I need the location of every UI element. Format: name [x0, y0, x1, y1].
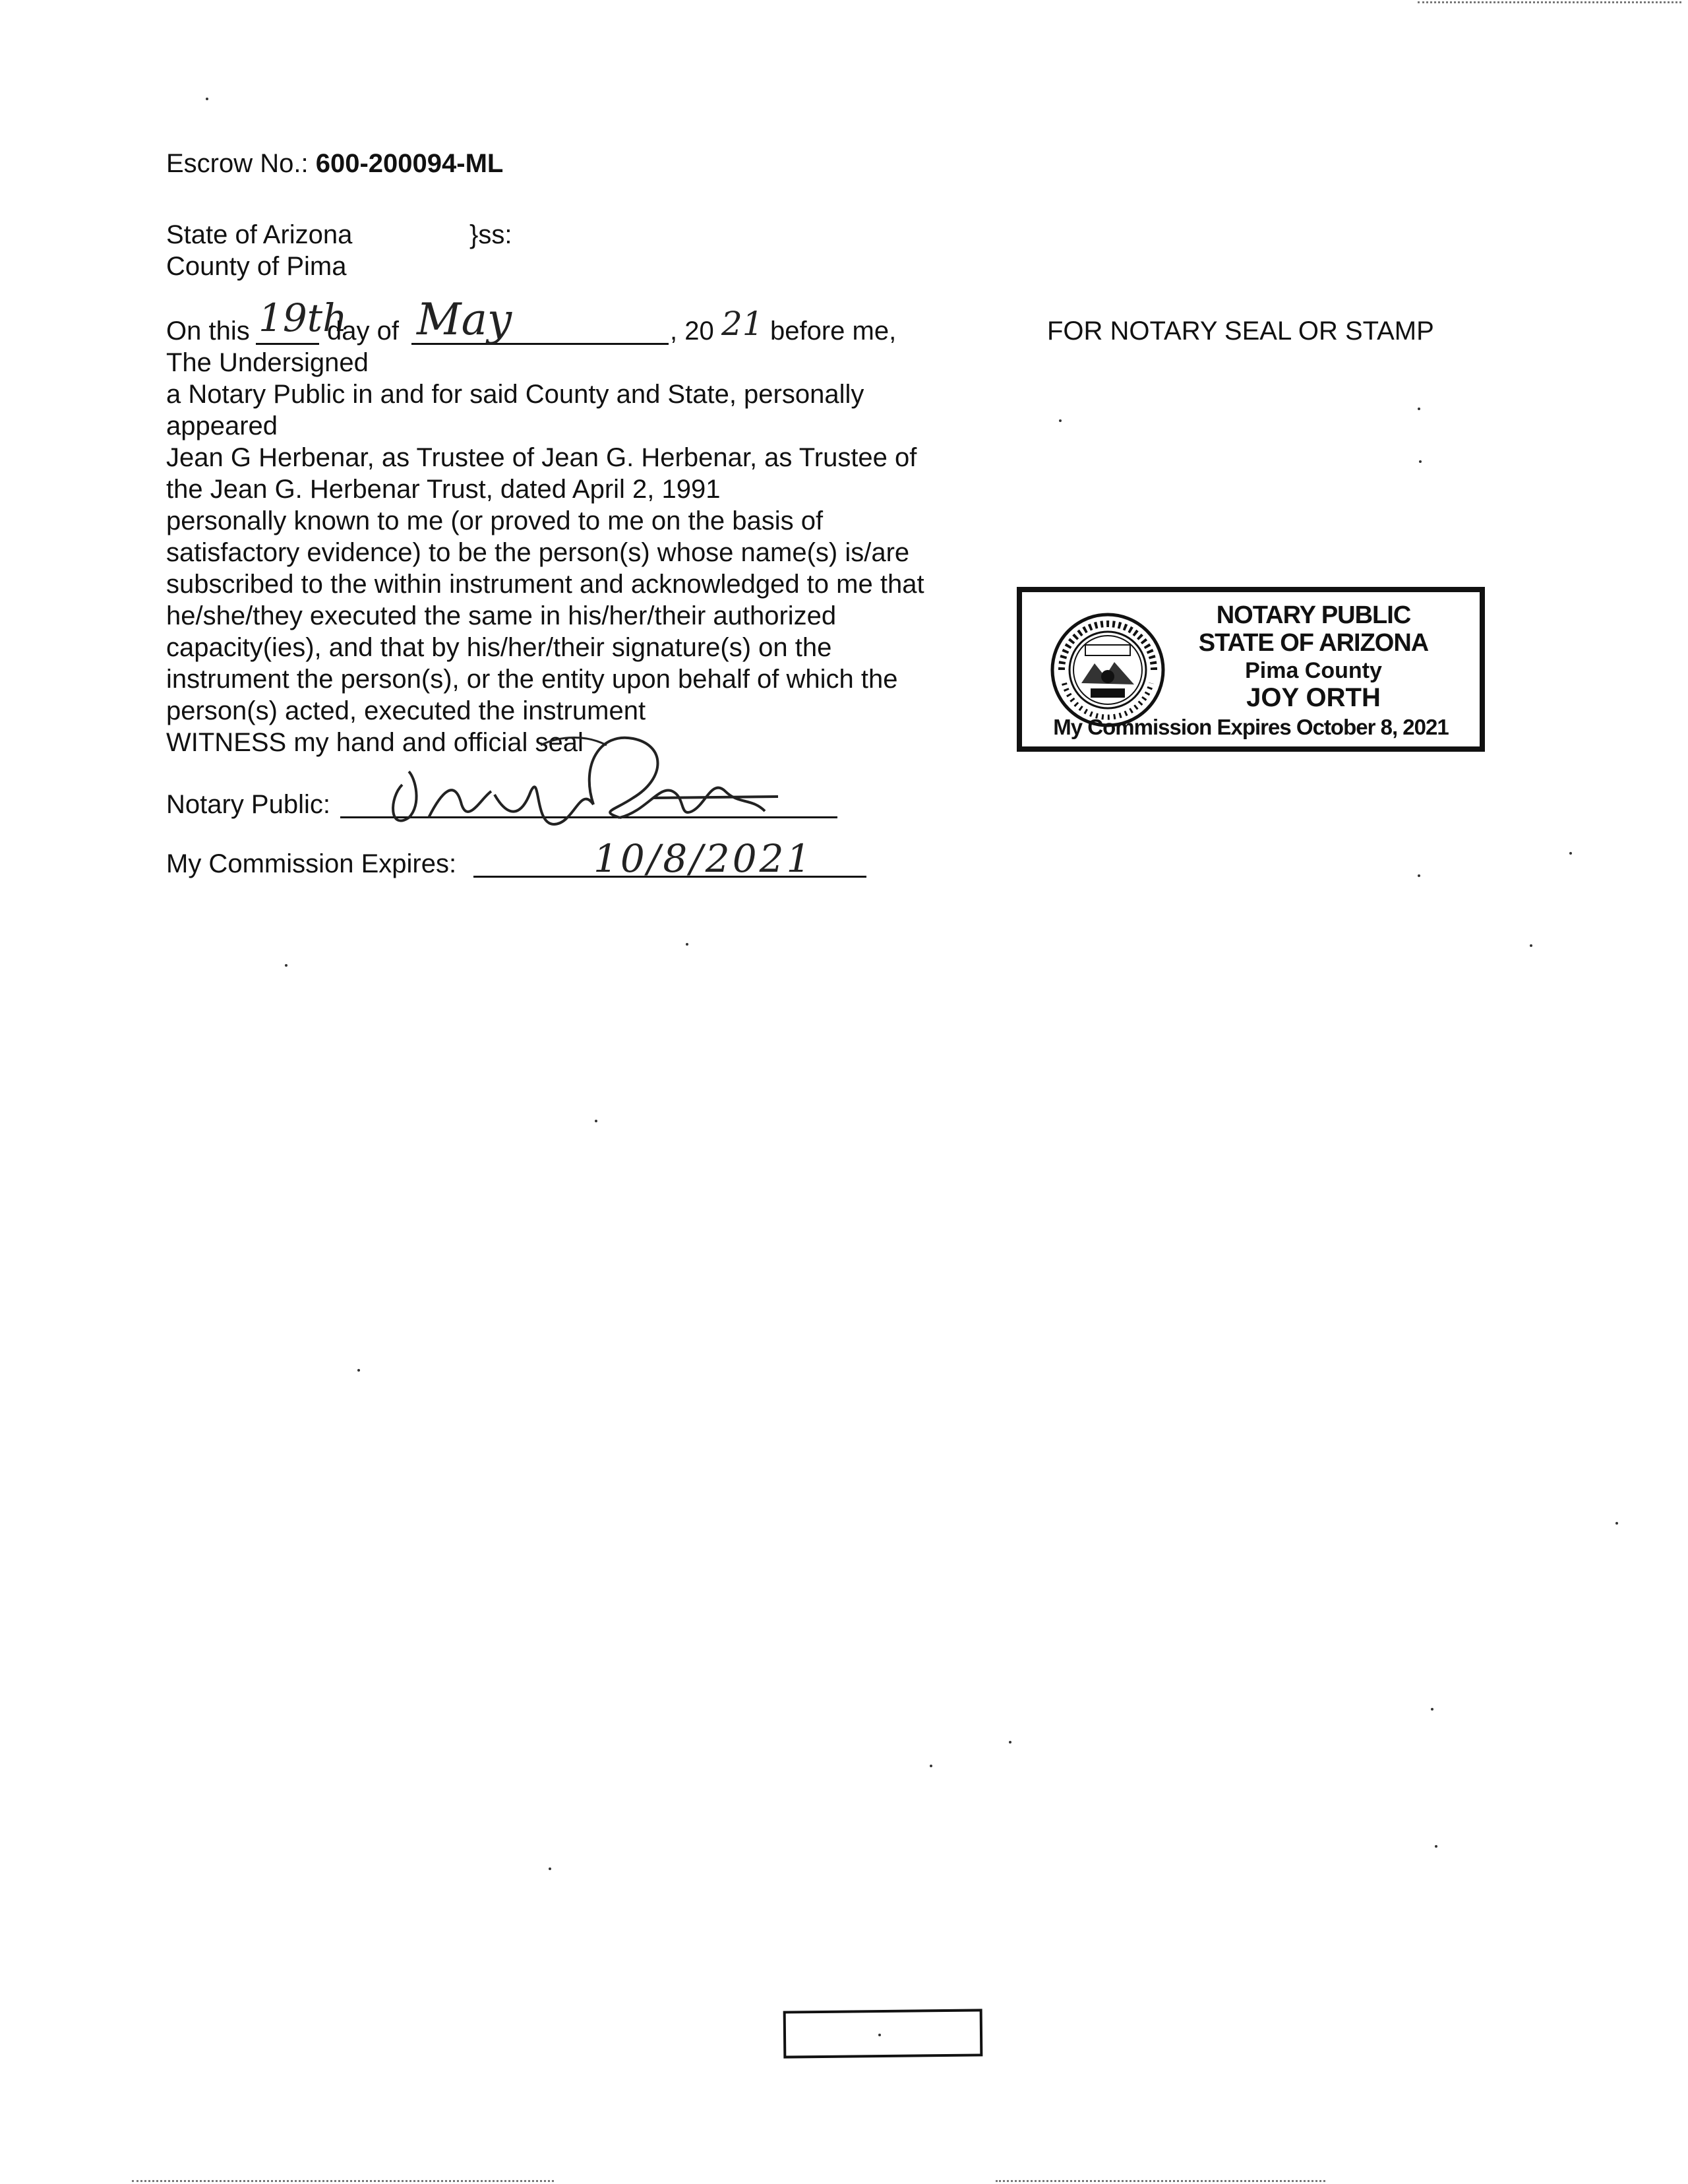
scan-speck [549, 1867, 551, 1870]
scan-speck [595, 1120, 597, 1122]
venue-county: County of Pima [166, 252, 347, 281]
acknowledgment-body [166, 379, 924, 758]
scan-artifact-rule [996, 2180, 1325, 2182]
body-line: person(s) acted, executed the instrument [166, 696, 646, 725]
body-line: WITNESS my hand and official seal [166, 728, 584, 757]
stamp-notary-public: NOTARY PUBLIC [1216, 601, 1411, 629]
year-prefix: , 20 [670, 317, 714, 346]
scan-speck [1530, 944, 1532, 947]
seal-area-label: FOR NOTARY SEAL OR STAMP [1047, 317, 1434, 346]
month-handwritten: May [417, 294, 512, 345]
stamp-commission-expires: My Commission Expires October 8, 2021 [1053, 715, 1449, 739]
venue-state: State of Arizona [166, 220, 353, 249]
body-line: capacity(ies), and that by his/her/their signature(s) on the [166, 633, 832, 662]
body-line: the Jean G. Herbenar Trust, dated April 2, 1991 [166, 475, 721, 504]
day-of-text: day of [327, 317, 399, 346]
notary-signature [382, 719, 791, 837]
body-line: personally known to me (or proved to me on the basis of [166, 506, 824, 535]
body-line: appeared [166, 411, 278, 440]
scan-speck [1431, 1708, 1433, 1711]
escrow-label: Escrow No.: [166, 149, 309, 178]
venue-ss: }ss: [469, 220, 512, 249]
scan-speck [878, 2034, 881, 2036]
commission-expires-label: My Commission Expires: [166, 849, 457, 878]
scan-artifact-rule [1418, 1, 1681, 3]
scan-speck [686, 943, 688, 946]
scan-speck [1009, 1741, 1011, 1744]
body-line: satisfactory evidence) to be the person(s) whose name(s) is/are [166, 538, 910, 567]
stamp-county: Pima County [1245, 658, 1382, 683]
scan-speck [1435, 1845, 1437, 1848]
escrow-line [166, 148, 503, 179]
scan-speck [1418, 408, 1420, 410]
scan-speck [206, 98, 208, 100]
body-line: Jean G Herbenar, as Trustee of Jean G. Herbenar, as Trustee of [166, 443, 917, 472]
scan-speck [1615, 1522, 1618, 1525]
scan-speck [1418, 874, 1420, 877]
body-line: subscribed to the within instrument and acknowledged to me that [166, 570, 924, 599]
scan-speck [357, 1369, 360, 1372]
scan-speck [1059, 419, 1062, 422]
day-handwritten: 19th [258, 295, 347, 340]
stamp-notary-name: JOY ORTH [1246, 683, 1381, 712]
escrow-number: 600-200094-ML [315, 149, 504, 178]
body-line: he/she/they executed the same in his/her/their authorized [166, 601, 837, 630]
notary-public-label: Notary Public: [166, 790, 330, 819]
scan-speck [930, 1765, 932, 1767]
notary-stamp [1017, 587, 1485, 752]
scan-speck [285, 964, 287, 967]
expires-handwritten: 10/8/2021 [593, 836, 814, 881]
scan-speck [1419, 460, 1422, 463]
body-line: instrument the person(s), or the entity upon behalf of which the [166, 665, 898, 694]
scan-speck [1569, 852, 1572, 855]
year-handwritten: 21 [721, 305, 764, 343]
body-line: a Notary Public in and for said County and State, personally [166, 380, 864, 409]
day-blank [256, 343, 319, 345]
on-this-text: On this [166, 317, 250, 346]
page-footer-box [783, 2009, 983, 2058]
before-me-text: before me, [770, 317, 897, 346]
undersigned-text: The Undersigned [166, 348, 369, 377]
stamp-state: STATE OF ARIZONA [1198, 629, 1429, 657]
scan-artifact-rule [132, 2180, 554, 2182]
